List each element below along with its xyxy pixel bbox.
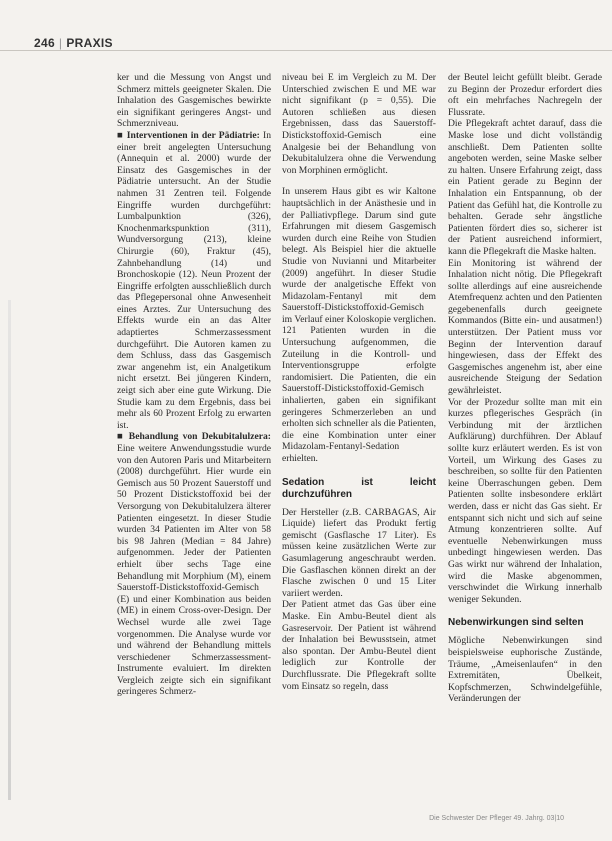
header-rule xyxy=(0,50,612,51)
paragraph: Der Hersteller (z.B. CARBAGAS, Air Liquide) liefert das Produkt fertig gemischt (Gasflasche 17 Liter). Es müssen keine zusätzlichen Werte zur Gasumlagerung angeschraubt werden. Die Gasflaschen können direkt an der Flasche zwischen 0 und 15 Liter variiert werden. xyxy=(282,506,436,599)
paragraph: Ein Monitoring ist während der Inhalation nicht nötig. Die Pflegekraft sollte allerdings auf eine ausreichende Atemfrequenz achten und den Patienten gegebenenfalls durch geeignete Kommandos (Bitte ein- und ausatmen!) unterstützen. Der Patient muss vor Beginn der Intervention darauf hingewiesen, dass der Effekt des Gasgemisches angenehm ist, aber eine ausreichende Steigung der Sedation gewährleistet. xyxy=(448,257,602,397)
bullet-heading: Behandlung von Dekubitalulzera: xyxy=(128,431,271,443)
page-footer: Die Schwester Der Pfleger 49. Jahrg. 03|10 xyxy=(429,815,564,822)
paragraph: Die Pflegekraft achtet darauf, dass die Maske lose und dicht vollständig anschließt. Dem Patienten sollte angeboten werden, seine Maske selber zu halten. Unsere Erfahrung zeigt, dass ein Patient gerade zu Beginn der Inhalation ein Entspannung, ob der Patient das Gefühl hat, die Kontrolle zu behalten. Gerade sehr ängstliche Patienten fördert dies so, sicherer ist der Patient ausreichend informiert, kann die Pflegekraft die Maske halten. xyxy=(448,118,602,257)
paragraph: Der Patient atmet das Gas über eine Maske. Ein Ambu-Beutel dient als Gasreservoir. Der Patient ist während der Inhalation bei Bewusstsein, atmet also spontan. Der Ambu-Beutel dient lediglich zur Kontrolle der Durchflussrate. Die Pflegekraft sollte vom Einsatz so regeln, dass xyxy=(282,599,436,692)
bullet-paragraph: ■ Interventionen in der Pädiatrie: In einer breit angelegten Untersuchung (Annequin et al. 2000) wurde der Einsatz des Gasgemisches in der Pädiatrie untersucht. An der Studie nahmen 31 Zentren teil. Folgende Eingriffe wurden durchgeführt: Lumbalpunktion (326), Knochenmarkspunktion (311), Wundversorgung (213), kleine Chirurgie (60), Fraktur (45), Zahnbehandlung (14) und Bronchoskopie (12). Neun Prozent der Eingriffe erfolgten ausschließlich durch das Pflegepersonal ohne Anwesenheit eines Arztes. Zur Untersuchung des Effekts wurde ein an das Alter adaptiertes Schmerzassessment durchgeführt. Die Autoren kamen zu dem Schluss, dass das Gasgemisch zwar angenehm ist, ein Analgetikum nicht ersetzt. Bei jüngeren Kindern, zeigt sich aber eine gute Wirkung. Die Studie kam zu dem Ergebnis, dass bei mehr als 60 Prozent Erfolg zu erwarten ist. xyxy=(117,129,271,431)
text-column-1 xyxy=(117,72,271,698)
bullet-text: In einer breit angelegten Untersuchung (Annequin et al. 2000) wurde der Einsatz des Gasgemisches in der Pädiatrie untersucht. An der Studie nahmen 31 Zentren teil. Folgende Eingriffe wurden durchgeführt: Lumbalpunktion (326), Knochenmarkspunktion (311), Wundversorgung (213), kleine Chirurgie (60), Fraktur (45), Zahnbehandlung (14) und Bronchoskopie (12). Neun Prozent der Eingriffe erfolgten ausschließlich durch das Pflegepersonal ohne Anwesenheit eines Arztes. Zur Untersuchung des Effekts wurde ein an das Alter adaptiertes Schmerzassessment durchgeführt. Die Autoren kamen zu dem Schluss, dass das Gasgemisch zwar angenehm ist, ein Analgetikum nicht ersetzt. Bei jüngeren Kindern, zeigt sich aber eine gute Wirkung. Die Studie kam zu dem Ergebnis, dass bei mehr als 60 Prozent Erfolg zu erwarten ist. xyxy=(117,129,271,431)
bullet-heading: Interventionen in der Pädiatrie: xyxy=(126,129,260,141)
paragraph: der Beutel leicht gefüllt bleibt. Gerade zu Beginn der Prozedur erfordert dies oft ein mehrfaches Nachregeln der Flussrate. xyxy=(448,72,602,118)
bullet-text: Eine weitere Anwendungsstudie wurde von den Autoren Paris und Mitarbeitern (2008) durchgeführt. Hier wurde ein Gemisch aus 50 Prozent Sauerstoff und 50 Prozent Distickstoffoxid bei der Versorgung von Dekubitalulzera älterer Patienten eingesetzt. In dieser Studie wurden 34 Patienten im Alter von 58 bis 98 Jahren (Median = 84 Jahre) aufgenommen. Jeder der Patienten erhielt über sechs Tage eine Behandlung mit Morphium (M), einem Sauerstoff-Distickstoffoxid-Gemisch (E) und einer Kombination aus beiden (ME) in einem Cross-over-Design. Der Wechsel wurde alle zwei Tage vorgenommen. Die Analyse wurde vor und während der Behandlung mittels verschiedener Schmerzassessment-Instrumente evaluiert. Im direkten Vergleich zeigte sich ein signifikant geringeres Schmerz- xyxy=(117,443,271,698)
page-number: 246 xyxy=(34,36,55,50)
paragraph: In unserem Haus gibt es wir Kaltone hauptsächlich in der Anästhesie und in der Palliativpflege. Darum sind gute Erfahrungen mit diesem Gasgemisch wurden durch eine Reihe von Studien belegt. Als Beispiel hier die aktuelle Studie von Nuvianni und Mitarbeiter (2009) angeführt. In dieser Studie wurde der analgetische Effekt von Midazolam-Fentanyl mit dem Sauerstoff-Distickstoffoxid-Gemisch im Verlauf einer Koloskopie verglichen. 121 Patienten wurden in die Untersuchung aufgenommen, die Zuteilung in die Kontroll- und Interventionsgruppe erfolgte randomisiert. Die Patienten, die ein Sauerstoff-Distickstoffoxid-Gemisch inhalierten, gaben ein signifikant geringeres Schmerzerleben an und erholten sich schneller als die Patienten, die eine Kombination unter einer Midazolam-Fentanyl-Sedation erhielten. xyxy=(282,186,436,464)
paragraph: niveau bei E im Vergleich zu M. Der Unterschied zwischen E und ME war nicht signifikant (p = 0,55). Die Autoren schließen aus diesen Ergebnissen, dass das Sauerstoff-Distickstoffoxid-Gemisch eine Analgesie bei der Behandlung von Dekubitalulzera ohne die Verwendung von Morphinen ermöglicht. xyxy=(282,72,436,176)
section-heading: Nebenwirkungen sind selten xyxy=(448,617,584,629)
paragraph: Vor der Prozedur sollte man mit ein kurzes pflegerisches Gespräch (in Verbindung mit der ärztlichen Aufklärung) durchführen. Der Ablauf sollte kurz erläutert werden. Es ist von Vorteil, um Wirkung des Gases zu beschreiben, so sollte für den Patienten keine Überraschungen geben. Dem Patienten sollte insbesondere erklärt werden, dass er nicht das Gas sieht. Er entspannt sich nicht und sich auf seine Atmung konzentrieren sollte. Auf eventuelle Nebenwirkungen muss unbedingt hingewiesen werden. Das Gas wirkt nur während der Inhalation, wird die Maske abgenommen, verschwindet die Wirkung innerhalb weniger Sekunden. xyxy=(448,396,602,605)
header-separator: | xyxy=(58,36,63,50)
section-title: PRAXIS xyxy=(66,36,113,50)
page-header xyxy=(34,36,113,50)
paragraph: Mögliche Nebenwirkungen sind beispielsweise euphorische Zustände, Träume, „Ameisenlaufen“ in den Extremitäten, Übelkeit, Kopfschmerzen, Schwindelgefühle, Veränderungen der xyxy=(448,635,602,705)
bullet-paragraph: ■ Behandlung von Dekubitalulzera: Eine weitere Anwendungsstudie wurde von den Autoren Paris und Mitarbeitern (2008) durchgeführt. Hier wurde ein Gemisch aus 50 Prozent Sauerstoff und 50 Prozent Distickstoffoxid bei der Versorgung von Dekubitalulzera älterer Patienten eingesetzt. In dieser Studie wurden 34 Patienten im Alter von 58 bis 98 Jahren (Median = 84 Jahre) aufgenommen. Jeder der Patienten erhielt über sechs Tage eine Behandlung mit Morphium (M), einem Sauerstoff-Distickstoffoxid-Gemisch (E) und einer Kombination aus beiden (ME) in einem Cross-over-Design. Der Wechsel wurde alle zwei Tage vorgenommen. Die Analyse wurde vor und während der Behandlung mittels verschiedener Schmerzassessment-Instrumente evaluiert. Im direkten Vergleich zeigte sich ein signifikant geringeres Schmerz- xyxy=(117,431,271,698)
text-column-3 xyxy=(448,72,602,705)
text-column-2 xyxy=(282,72,436,692)
paragraph: ker und die Messung von Angst und Schmerz mittels geeigneter Skalen. Die Inhalation des Gasgemisches bewirkte ein signifikant geringeres Angst- und Schmerzniveau. xyxy=(117,72,271,130)
section-heading: Sedation ist leicht durchzuführen xyxy=(282,476,436,500)
page-spine-shadow xyxy=(8,300,11,800)
